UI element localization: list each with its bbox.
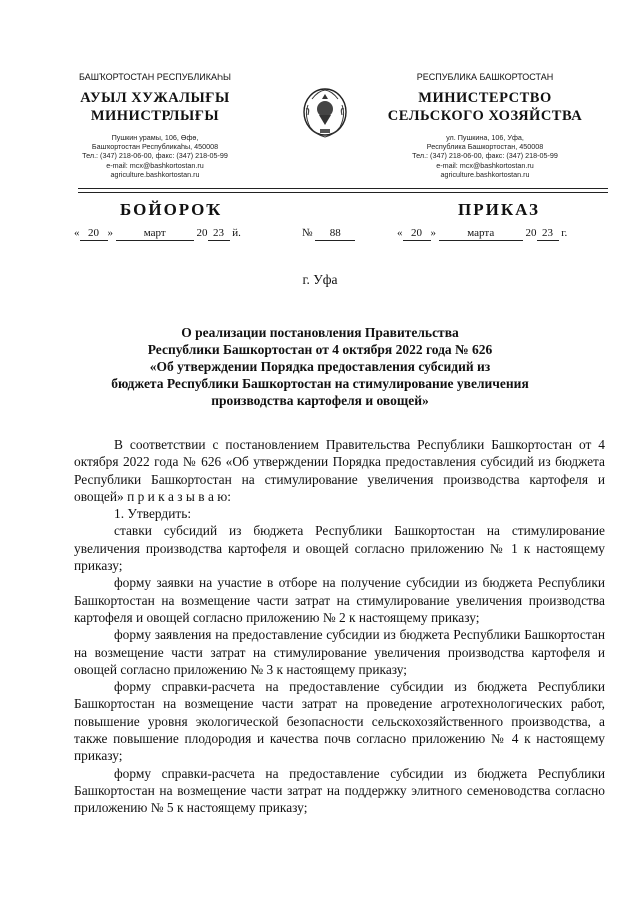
body-paragraph: ставки субсидий из бюджета Республики Башкортостан на стимулирование увеличения производства картофеля и овощей согласно приложению № 1 к настоящему приказу; xyxy=(74,523,605,574)
header-right xyxy=(370,72,600,179)
header-divider-bottom xyxy=(78,192,608,193)
number-sign: № xyxy=(302,227,313,239)
header-left-ministry-line1: АУЫЛ ХУЖАЛЫҒЫ xyxy=(80,90,230,106)
date-year-prefix: 20 xyxy=(525,227,537,239)
header-divider-top xyxy=(78,188,608,189)
date-day: 20 xyxy=(80,226,108,241)
header-left-ministry-line2: МИНИСТРЛЫҒЫ xyxy=(90,108,220,124)
date-day: 20 xyxy=(403,226,431,241)
address-line: Пушкин урамы, 106, Өфө, xyxy=(111,133,199,142)
address-line: e-mail: mcx@bashkortostan.ru xyxy=(436,160,534,170)
header-right-republic: РЕСПУБЛИКА БАШКОРТОСТАН xyxy=(416,72,554,82)
document-title xyxy=(70,324,570,409)
body-intro: В соответствии с постановлением Правительства Республики Башкортостан от 4 октября 2022 года № 626 «Об утверждении Порядка предоставления субсидий из бюджета Республики Башкортостан на стимулирование увеличения производства картофеля и овощей» п р и к а з ы в а ю: xyxy=(74,437,605,504)
header-left-address xyxy=(40,133,270,179)
date-open-quote: « xyxy=(74,227,80,239)
date-year: 23 xyxy=(537,226,559,241)
title-line: Республики Башкортостан от 4 октября 2022 года № 626 xyxy=(147,342,493,357)
city: г. Уфа xyxy=(302,272,338,287)
title-line: бюджета Республики Башкортостан на стимулирование увеличения xyxy=(111,376,529,391)
address-line: ул. Пушкина, 106, Уфа, xyxy=(446,133,524,142)
date-suffix: г. xyxy=(561,227,568,239)
date-left xyxy=(74,226,279,241)
body-paragraph: форму заявки на участие в отборе на получение субсидии из бюджета Республики Башкортостан на возмещение части затрат на стимулирование увеличения производства картофеля и овощей согласно приложению № 2 к настоящему приказу; xyxy=(74,575,605,625)
address-line: e-mail: mcx@bashkortostan.ru xyxy=(106,160,204,170)
order-number xyxy=(302,226,355,241)
address-line: Республика Башкортостан, 450008 xyxy=(426,142,544,152)
title-line: производства картофеля и овощей» xyxy=(211,393,429,408)
header-left xyxy=(40,72,270,179)
body-paragraph: форму заявления на предоставление субсидии из бюджета Республики Башкортостан на возмещение части затрат на стимулирование увеличения производства картофеля и овощей согласно приложению № 3 к настоящему приказу; xyxy=(74,627,605,677)
address-line: Тел.: (347) 218-06-00, факс: (347) 218-05-99 xyxy=(82,151,228,161)
address-line: Тел.: (347) 218-06-00, факс: (347) 218-05-99 xyxy=(412,151,558,161)
address-line: agriculture.bashkortostan.ru xyxy=(440,169,530,179)
title-line: О реализации постановления Правительства xyxy=(181,325,459,340)
doc-type-right: ПРИКАЗ xyxy=(458,200,540,219)
body-paragraph: форму справки-расчета на предоставление субсидии из бюджета Республики Башкортостан на возмещение части затрат на проведение агротехнологических работ, повышение уровня экологической безопасности сельскохозяйственного производства, а также повышение плодородия и качества почв согласно приложению № 4 к настоящему приказу; xyxy=(74,679,605,764)
date-right xyxy=(397,226,607,241)
document-body xyxy=(74,436,605,817)
date-month: марта xyxy=(439,226,523,241)
header-right-ministry-line2: СЕЛЬСКОГО ХОЗЯЙСТВА xyxy=(387,108,583,124)
date-close-quote: » xyxy=(430,227,436,239)
date-open-quote: « xyxy=(397,227,403,239)
body-item-1: 1. Утвердить: xyxy=(114,506,192,522)
date-suffix: й. xyxy=(232,227,241,239)
date-year: 23 xyxy=(208,226,230,241)
address-line: Башҡортостан Республикаһы, 450008 xyxy=(91,142,219,152)
date-year-prefix: 20 xyxy=(196,227,208,239)
doc-type-left: БОЙОРОҠ xyxy=(120,200,223,219)
header-right-address xyxy=(370,133,600,179)
title-line: «Об утверждении Порядка предоставления субсидий из xyxy=(149,359,491,374)
body-paragraph: форму справки-расчета на предоставление субсидии из бюджета Республики Башкортостан на возмещение части затрат на поддержку элитного семеноводства согласно приложению № 5 к настоящему приказу; xyxy=(74,765,605,816)
header-right-ministry-line1: МИНИСТЕРСТВО xyxy=(418,90,552,106)
address-line: agriculture.bashkortostan.ru xyxy=(110,169,200,179)
date-close-quote: » xyxy=(107,227,113,239)
date-month: март xyxy=(116,226,194,241)
header-left-republic: БАШҠОРТОСТАН РЕСПУБЛИКАҺЫ xyxy=(79,72,231,82)
republic-emblem-icon xyxy=(300,85,350,141)
number-value: 88 xyxy=(315,226,355,241)
